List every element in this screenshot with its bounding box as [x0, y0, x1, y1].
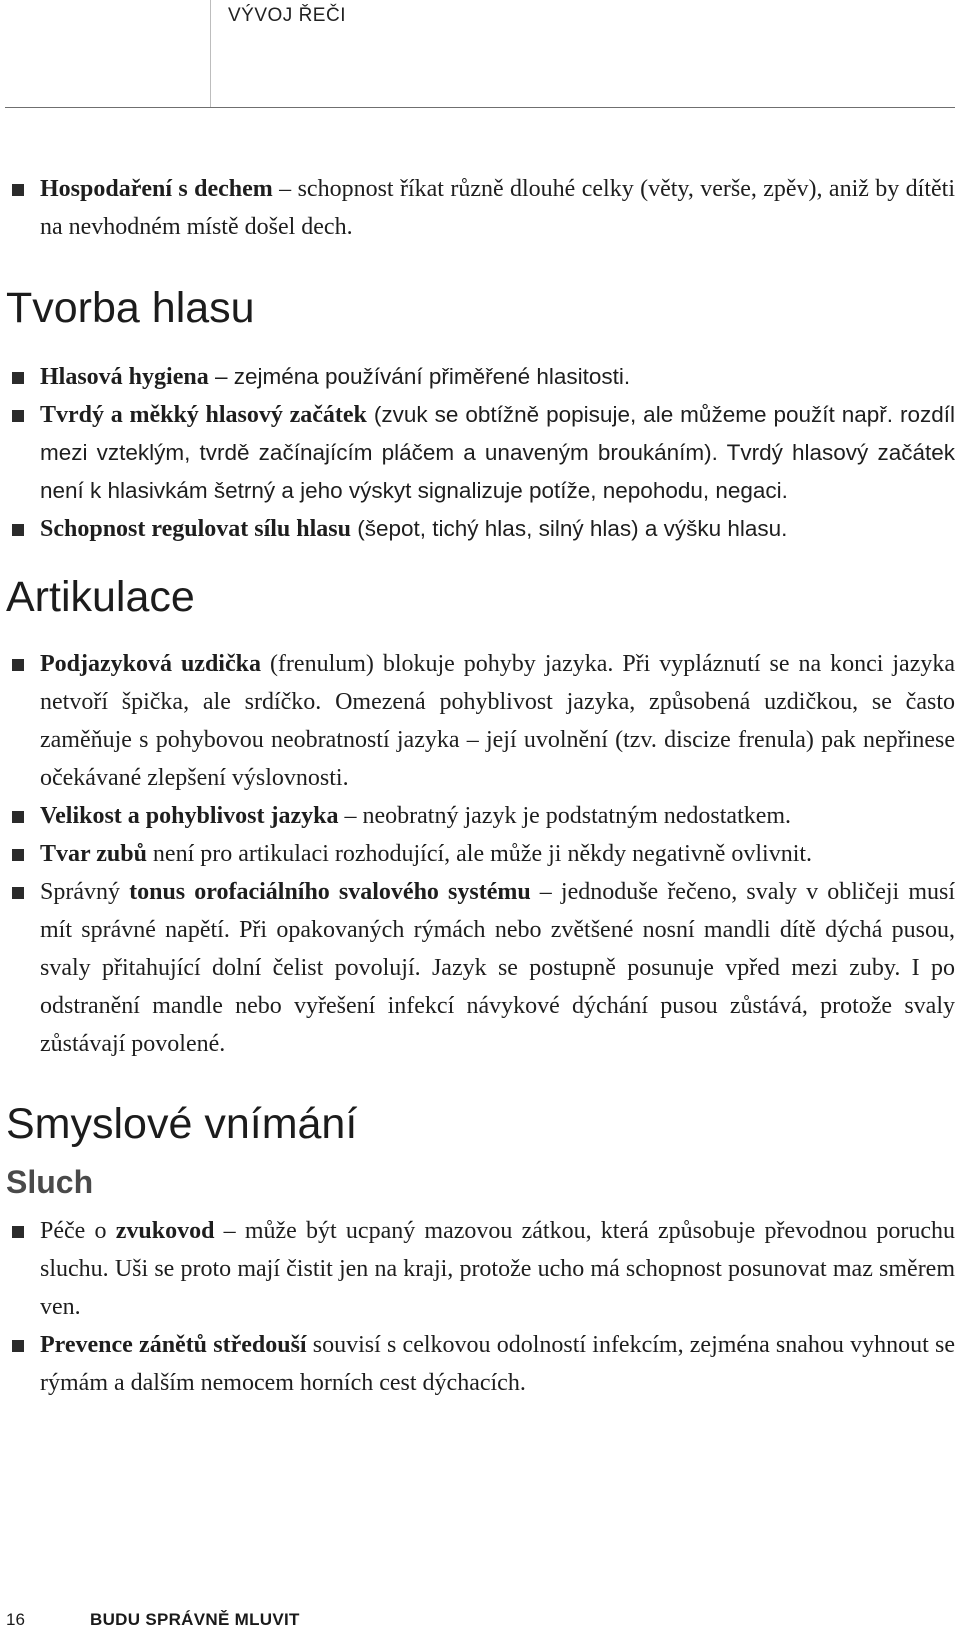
sluch-list	[0, 1212, 960, 1402]
square-bullet-icon	[12, 1340, 24, 1352]
intro-list	[0, 170, 960, 246]
list-item: Schopnost regulovat sílu hlasu (šepot, tichý hlas, silný hlas) a výšku hlasu.	[0, 510, 960, 548]
list-item: Prevence zánětů středouší souvisí s celkovou odolností infekcím, zejména snahou vyhnout se rýmám a dalším nemocem horních cest dýchacích.	[0, 1326, 960, 1402]
square-bullet-icon	[12, 184, 24, 196]
section-title-smyslove-vnimani: Smyslové vnímání	[6, 1100, 358, 1148]
page-number: 16	[6, 1610, 25, 1629]
tvorba-list	[0, 358, 960, 548]
square-bullet-icon	[12, 372, 24, 384]
list-item: Hlasová hygiena – zejména používání přiměřené hlasitosti.	[0, 358, 960, 396]
header-divider-vertical	[210, 0, 211, 107]
square-bullet-icon	[12, 524, 24, 536]
list-item: Podjazyková uzdička (frenulum) blokuje pohyby jazyka. Při vypláznutí se na konci jazyka netvoří špička, ale srdíčko. Omezená pohyblivost jazyka, způsobená uzdičkou, se často zaměňuje s pohybovou neobratností jazyka – její uvolnění (tzv. discize frenula) pak nepřinese očekávané zlepšení výslovnosti.	[0, 645, 960, 797]
chapter-header: VÝVOJ ŘEČI	[228, 5, 346, 26]
square-bullet-icon	[12, 811, 24, 823]
section-title-tvorba-hlasu: Tvorba hlasu	[6, 284, 255, 332]
book-title: BUDU SPRÁVNĚ MLUVIT	[90, 1610, 300, 1629]
subsection-title-sluch: Sluch	[6, 1164, 94, 1200]
square-bullet-icon	[12, 849, 24, 861]
list-item: Tvar zubů není pro artikulaci rozhodující, ale může ji někdy negativně ovlivnit.	[0, 835, 960, 873]
list-item: Tvrdý a měkký hlasový začátek (zvuk se obtížně popisuje, ale můžeme použít např. rozdíl mezi vzteklým, tvrdě začínajícím pláčem a unaveným broukáním). Tvrdý hlasový začátek není k hlasivkám šetrný a jeho výskyt signalizuje potíže, nepohodu, negaci.	[0, 396, 960, 510]
list-item: Péče o zvukovod – může být ucpaný mazovou zátkou, která způsobuje převodnou poruchu sluchu. Uši se proto mají čistit jen na kraji, protože ucho má schopnost posunovat maz směrem ven.	[0, 1212, 960, 1326]
list-item: Velikost a pohyblivost jazyka – neobratný jazyk je podstatným nedostatkem.	[0, 797, 960, 835]
square-bullet-icon	[12, 1226, 24, 1238]
list-item: Hospodaření s dechem – schopnost říkat různě dlouhé celky (věty, verše, zpěv), aniž by dítěti na nevhodném místě došel dech.	[0, 170, 960, 246]
square-bullet-icon	[12, 659, 24, 671]
artikulace-list	[0, 645, 960, 1063]
square-bullet-icon	[12, 887, 24, 899]
section-title-artikulace: Artikulace	[6, 573, 195, 621]
list-item: Správný tonus orofaciálního svalového systému – jednoduše řečeno, svaly v obličeji musí mít správné napětí. Při opakovaných rýmách nebo zvětšené nosní mandli dítě dýchá pusou, svaly přitahující dolní čelist povolují. Jazyk se postupně posunuje vpřed mezi zuby. I po odstranění mandle nebo vyřešení infekcí návykové dýchání pusou zůstává, protože svaly zůstávají povolené.	[0, 873, 960, 1063]
page-content	[0, 170, 960, 1402]
square-bullet-icon	[12, 410, 24, 422]
header-divider-horizontal	[5, 107, 955, 108]
